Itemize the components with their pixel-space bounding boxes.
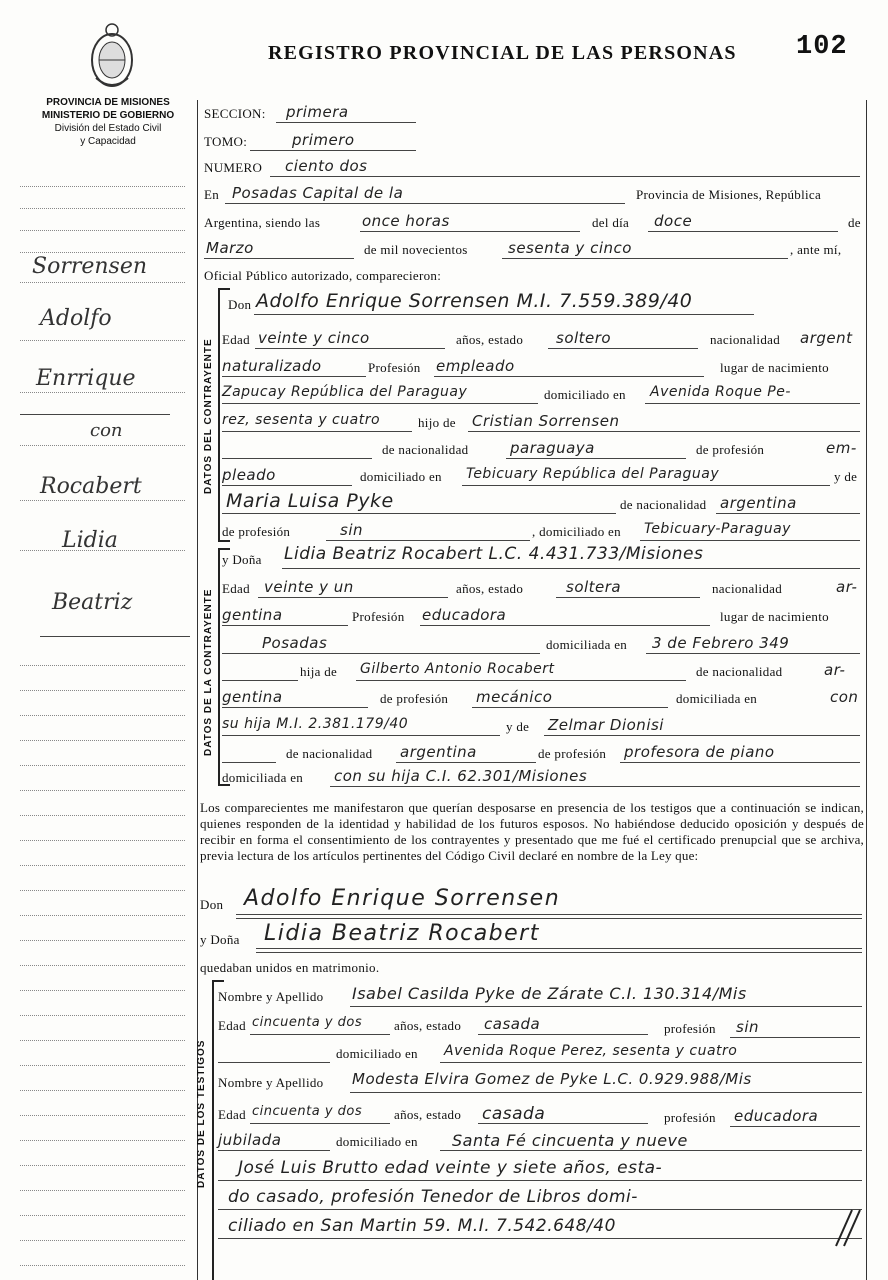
groom-mother-value: Maria Luisa Pyke <box>226 490 394 512</box>
don-label: Don <box>228 297 252 312</box>
groom-profession-value: empleado <box>436 357 515 375</box>
day-value: doce <box>654 212 693 230</box>
tomo-label: TOMO: <box>204 134 248 149</box>
groom-mother-nationality-value: argentina <box>720 494 797 512</box>
line1-suffix: Provincia de Misiones, República <box>636 187 822 202</box>
witness3-line: José Luis Brutto edad veinte y siete años, esta- <box>238 1158 663 1178</box>
section-label-contrayente: DATOS DE LA CONTRAYENTE <box>203 588 214 756</box>
tomo-value: primero <box>292 131 355 149</box>
seccion-label: SECCION: <box>204 106 266 121</box>
bride-mother-value: Zelmar Dionisi <box>548 716 664 734</box>
witness2-profession-value: educadora <box>734 1107 819 1125</box>
domiciliado-label: domiciliado en <box>360 469 442 484</box>
witness1-civil-status-value: casada <box>484 1015 541 1033</box>
bride-nationality-value: ar- <box>836 578 858 596</box>
bride-mother-nationality-value: argentina <box>400 743 477 761</box>
witness1-address-value: Avenida Roque Perez, sesenta y cuatro <box>444 1043 738 1059</box>
domiciliado-label: domiciliado en <box>544 387 626 402</box>
dona-label: y Doña <box>200 932 240 947</box>
witness1-profession-value: sin <box>736 1018 759 1036</box>
groom-declared-name: Adolfo Enrique Sorrensen <box>244 886 561 911</box>
witness2-address-value: Santa Fé cincuenta y nueve <box>452 1131 688 1150</box>
month-value: Marzo <box>206 239 254 257</box>
hour-value: once horas <box>362 212 450 230</box>
profesion-label: de profesión <box>222 524 291 539</box>
groom-birthplace-value: Zapucay República del Paraguay <box>222 384 468 400</box>
domiciliado-label: , domiciliado en <box>532 524 621 539</box>
estado-label: años, estado <box>394 1018 462 1033</box>
bride-father-address-value: con <box>830 688 859 706</box>
dona-label: y Doña <box>222 552 262 567</box>
groom-father-nationality-value: paraguaya <box>510 439 595 457</box>
bride-nationality-cont: gentina <box>222 606 283 624</box>
nacionalidad-label: nacionalidad <box>710 332 781 347</box>
nacionalidad-label: nacionalidad <box>712 581 783 596</box>
domiciliado-label: domiciliado en <box>336 1134 418 1149</box>
groom-age-value: veinte y cinco <box>258 329 370 347</box>
estado-label: años, estado <box>394 1107 462 1122</box>
groom-address-value: Avenida Roque Pe- <box>650 384 791 400</box>
profesion-label: Profesión <box>368 360 421 375</box>
witness2-name-value: Modesta Elvira Gomez de Pyke L.C. 0.929.988/Mis <box>352 1070 752 1088</box>
hijo-label: hijo de <box>418 415 456 430</box>
y-de-label: y de <box>834 469 858 484</box>
office-line: PROVINCIA DE MISIONES <box>46 97 170 108</box>
line3-mid: de mil novecientos <box>364 242 468 257</box>
domiciliada-label: domiciliada en <box>676 691 758 706</box>
lugar-label: lugar de nacimiento <box>720 609 829 624</box>
section-label-testigos: DATOS DE LOS TESTIGOS <box>196 1039 207 1188</box>
closing-slashes <box>830 1206 864 1250</box>
bride-father-address-cont: su hija M.I. 2.381.179/40 <box>222 716 409 732</box>
don-label: Don <box>200 897 224 912</box>
groom-nationality-value: argent <box>800 329 853 347</box>
domiciliada-label: domiciliada en <box>546 637 628 652</box>
lugar-label: lugar de nacimiento <box>720 360 829 375</box>
page-number: 102 <box>796 32 848 62</box>
edad-label: Edad <box>218 1107 246 1122</box>
document-title: REGISTRO PROVINCIAL DE LAS PERSONAS <box>268 42 737 64</box>
margin-name: Enrrique <box>36 366 136 391</box>
office-header <box>18 96 198 148</box>
witness1-age-value: cincuenta y dos <box>252 1015 363 1030</box>
profesion-label: Profesión <box>352 609 405 624</box>
groom-father-profession-value: em- <box>826 439 857 457</box>
margin-name: Rocabert <box>40 474 142 499</box>
profesion-label: profesión <box>664 1110 716 1125</box>
line3-suffix: , ante mí, <box>790 242 842 257</box>
witness3-line: do casado, profesión Tenedor de Libros domi- <box>228 1187 638 1207</box>
profesion-label: de profesión <box>380 691 449 706</box>
hija-label: hija de <box>300 664 338 679</box>
estado-label: años, estado <box>456 581 524 596</box>
year-value: sesenta y cinco <box>508 239 632 257</box>
groom-name-value: Adolfo Enrique Sorrensen M.I. 7.559.389/40 <box>256 290 693 312</box>
numero-label: NUMERO <box>204 160 263 175</box>
seccion-value: primera <box>286 103 349 121</box>
estado-label: años, estado <box>456 332 524 347</box>
edad-label: Edad <box>222 581 250 596</box>
bride-age-value: veinte y un <box>264 578 354 596</box>
groom-nationality-cont: naturalizado <box>222 357 322 375</box>
witness3-line: ciliado en San Martin 59. M.I. 7.542.648/40 <box>228 1216 616 1236</box>
bride-mother-profession-value: profesora de piano <box>624 743 775 761</box>
bride-father-nationality-value: ar- <box>824 661 846 679</box>
bride-father-value: Gilberto Antonio Rocabert <box>360 661 555 677</box>
bride-mother-address-value: con su hija C.I. 62.301/Misiones <box>334 767 588 785</box>
line2-prefix: Argentina, siendo las <box>204 215 321 230</box>
nacionalidad-label: de nacionalidad <box>620 497 707 512</box>
nacionalidad-label: de nacionalidad <box>286 746 373 761</box>
city-value: Posadas Capital de la <box>232 184 404 202</box>
margin-name: Beatriz <box>52 590 133 615</box>
groom-father-profession-cont: pleado <box>222 466 276 484</box>
office-line: División del Estado Civil <box>54 123 162 134</box>
groom-mother-address-value: Tebicuary-Paraguay <box>644 521 791 537</box>
groom-address-cont: rez, sesenta y cuatro <box>222 412 381 428</box>
domiciliado-label: domiciliado en <box>336 1046 418 1061</box>
groom-father-value: Cristian Sorrensen <box>472 412 620 430</box>
domiciliada-label: domiciliada en <box>222 770 304 785</box>
margin-name: Adolfo <box>40 306 112 331</box>
office-line: y Capacidad <box>80 136 136 147</box>
y-de-label: y de <box>506 719 530 734</box>
bride-declared-name: Lidia Beatriz Rocabert <box>264 921 540 946</box>
profesion-label: de profesión <box>538 746 607 761</box>
margin-name: Sorrensen <box>32 254 148 279</box>
line2-suffix: de <box>848 215 861 230</box>
profesion-label: de profesión <box>696 442 765 457</box>
witness2-civil-status-value: casada <box>482 1104 546 1124</box>
witness1-name-value: Isabel Casilda Pyke de Zárate C.I. 130.314/Mis <box>352 984 747 1003</box>
bride-address-value: 3 de Febrero 349 <box>652 634 790 652</box>
witness2-profession-cont: jubilada <box>218 1131 282 1149</box>
numero-value: ciento dos <box>285 157 368 175</box>
edad-label: Edad <box>218 1018 246 1033</box>
bride-father-nationality-cont: gentina <box>222 688 283 706</box>
nombre-label: Nombre y Apellido <box>218 1075 324 1090</box>
line2-mid: del día <box>592 215 630 230</box>
nacionalidad-label: de nacionalidad <box>696 664 783 679</box>
groom-mother-profession-value: sin <box>340 521 363 539</box>
office-line: MINISTERIO DE GOBIERNO <box>41 110 175 121</box>
bride-name-value: Lidia Beatriz Rocabert L.C. 4.431.733/Misiones <box>284 544 704 564</box>
profesion-label: profesión <box>664 1021 716 1036</box>
bride-birthplace-value: Posadas <box>262 634 328 652</box>
margin-name: Lidia <box>62 528 118 553</box>
line1-prefix: En <box>204 187 220 202</box>
bride-father-profession-value: mecánico <box>476 688 553 706</box>
nacionalidad-label: de nacionalidad <box>382 442 469 457</box>
bride-profession-value: educadora <box>422 606 507 624</box>
nombre-label: Nombre y Apellido <box>218 989 324 1004</box>
edad-label: Edad <box>222 332 250 347</box>
margin-name: con <box>90 420 123 441</box>
groom-father-address-value: Tebicuary República del Paraguay <box>466 466 720 482</box>
witness2-age-value: cincuenta y dos <box>252 1104 363 1119</box>
bride-civil-status-value: soltera <box>566 578 622 596</box>
section-label-contrayente: DATOS DEL CONTRAYENTE <box>203 338 214 494</box>
coat-of-arms-seal <box>84 20 140 92</box>
line4: Oficial Público autorizado, comparecieron: <box>204 268 442 283</box>
groom-civil-status-value: soltero <box>556 329 612 347</box>
closing-text: quedaban unidos en matrimonio. <box>200 960 380 975</box>
declaration-paragraph: Los comparecientes me manifestaron que querían desposarse en presencia de los testigos que a continuación se indican, quienes responden de la identidad y habilidad de los futuros esposos. No habiéndose deducido oposición y después de recibir en forma el consentimiento de los contrayentes y presentado que me fué el certificado prenupcial que se archiva, previa lectura de los artículos pertinentes del Código Civil declaré en nombre de la Ley que: <box>200 800 864 863</box>
